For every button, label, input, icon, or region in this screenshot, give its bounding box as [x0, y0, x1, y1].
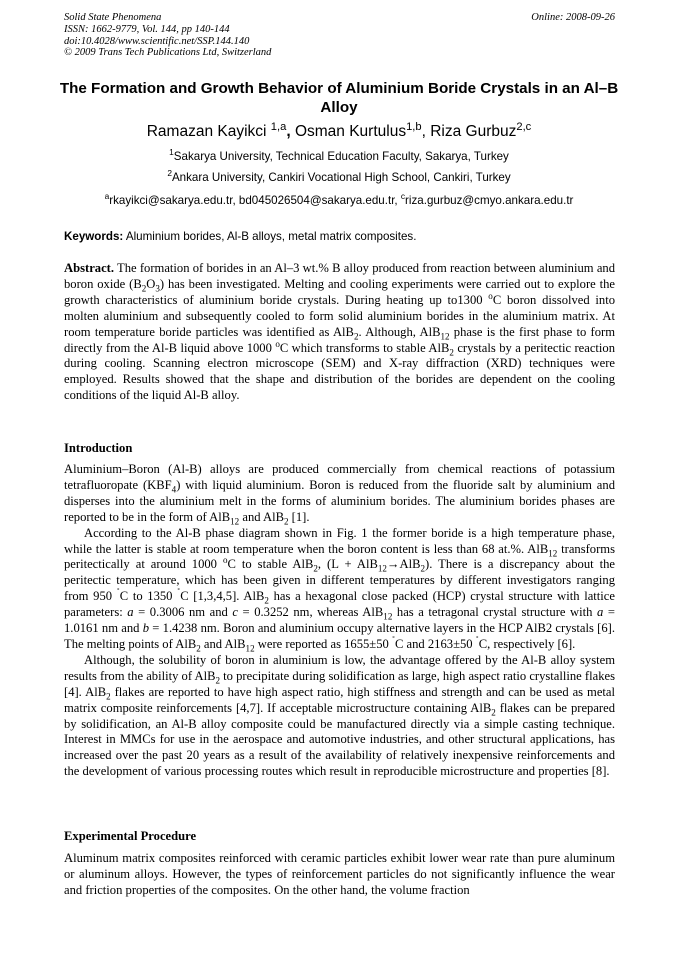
affiliation-2	[20, 170, 658, 185]
author-name: Osman Kurtulus	[294, 123, 407, 140]
affiliation-1	[20, 149, 658, 164]
keywords	[64, 229, 616, 244]
online-date: Online: 2008-09-26	[531, 12, 615, 23]
paper-title: The Formation and Growth Behavior of Aluminium Boride Crystals in an Al–B Alloy	[59, 80, 619, 116]
affiliation-mark: 2	[167, 168, 172, 179]
copyright-line: © 2009 Trans Tech Publications Ltd, Switzerland	[64, 47, 272, 59]
email-mark: c	[400, 191, 406, 202]
paragraph: Aluminum matrix composites reinforced with ceramic particles exhibit lower wear rate than pure aluminum or aluminum alloys. However, the types of reinforcement particles do not significantly influence the wear and friction properties of the composites. On the other hand, the volume fraction	[64, 851, 615, 897]
author-emails	[20, 193, 658, 208]
journal-name: Solid State Phenomena	[64, 12, 162, 23]
paragraph: Aluminium–Boron (Al-B) alloys are produced commercially from chemical reactions of potassium tetrafluorорate $(KBF_4)$ with liquid aluminium. Boron is reduced from the fluoride salt by aluminium and disperses into the aluminium melt in the forms of aluminium borides. The aluminium borides phases are reported to be in the form of AlB$_{12}$ and AlB$_2$ [1].	[64, 462, 615, 527]
abstract: Abstract. The formation of borides in an Al–3 wt.% B alloy produced from reaction between aluminium and boron oxide $(B_2O_3)$ has been investigated. Melting and cooling experiments were carried out to explore the growth characteristics of aluminium boride crystals. During heating up to1300 $^o$C boron dissolved into molten aluminium and subsequently cooled to form solid aluminium borides in the aluminium matrix. At room temperature boride particles was identified as AlB$_2$. Although, AlB$_{12}$ phase is the first phase to form directly from the Al-B liquid above 1000 $^o$C which transforms to stable AlB$_2$ crystals by a peritectic reaction during cooling. Scanning electron microscope (SEM) and X-ray diffraction (XRD) techniques were employed. Results showed that the shape and distribution of the borides are dependent on the cooling conditions of the liquid Al-B alloy.	[64, 261, 616, 403]
doi-line[interactable]: doi:10.4028/www.scientific.net/SSP.144.140	[64, 35, 250, 47]
author-affiliation-mark: 1,a	[270, 120, 287, 133]
issn-line: ISSN: 1662-9779, Vol. 144, pp 140-144	[64, 23, 230, 35]
email-text[interactable]: riza.gurbuz@cmyo.ankara.edu.tr	[405, 194, 574, 207]
email-mark: a	[104, 191, 110, 202]
section-heading-experimental: Experimental Procedure	[64, 829, 197, 843]
email-text[interactable]: rkayikci@sakarya.edu.tr, bd045026504@sakarya.edu.tr,	[109, 194, 401, 207]
introduction-body	[64, 462, 615, 780]
journal-header	[64, 12, 271, 59]
experimental-body	[64, 851, 615, 899]
author-affiliation-mark: 2,c	[516, 120, 532, 133]
author-affiliation-mark: 1,b	[406, 120, 422, 133]
paragraph: Although, the solubility of boron in aluminium is low, the advantage offered by the Al-B alloy system results from the ability of AlB$_2$ to precipitate during solidification as large, high aspect ratio crystalline flakes [4]. AlB$_2$ flakes are reported to have high aspect ratio, high stiffness and strength and can be used as metal matrix composite reinforcements [4,7]. If acceptable microstructure containing AlB$_2$ flakes can be prepared by solidification, an Al-B alloy composite could be manufactured directly via a simple casting technique. Interest in MMCs for use in the aerospace and automotive industries, and other structural applications, has increased over the past 20 years as a result of the availability of relatively inexpensive reinforcements and the development of various processing routes which result in reproducible microstructure and properties [8].	[64, 652, 616, 779]
keywords-label: Keywords:	[64, 230, 124, 243]
keywords-text: Aluminium borides, Al-B alloys, metal matrix composites.	[123, 230, 417, 243]
author-list: Ramazan Kayikci $^{1,a}$, Osman Kurtulus$^{1,b}$, Riza Gurbuz$^{2,c}$	[146, 120, 532, 140]
affiliation-mark: 1	[169, 147, 174, 158]
affiliation-text: Sakarya University, Technical Education Faculty, Sakarya, Turkey	[173, 150, 509, 163]
affiliation-text: Ankara University, Cankiri Vocational High School, Cankiri, Turkey	[171, 171, 511, 184]
author-name: Ramazan Kayikci	[146, 123, 267, 140]
section-heading-introduction: Introduction	[64, 441, 133, 455]
paragraph: According to the Al-B phase diagram shown in Fig. 1 the former boride is a high temperature phase, while the latter is stable at room temperature when the boron content is less than 68 at.%. AlB$_{12}$ transforms peritectically at around 1000 $^o$C to stable AlB$_2$, (L + AlB$_{12}$→AlB$_2$). There is a discrepancy about the peritectic temperature, which has been given in different temperatures by different investigators ranging from 950 ˚C to 1350 ˚C [1,3,4,5]. AlB$_2$ has a hexagonal close packed (HCP) crystal structure with lattice parameters: a = 0.3006 nm and c = 0.3252 nm, whereas AlB$_{12}$ has a tetragonal crystal structure with a = 1.0161 nm and b = 1.4238 nm. Boron and aluminium occupy alternative layers in the HCP AlB2 crystals [6]. The melting points of AlB$_2$ and AlB$_{12}$ were reported as 1655±50 ˚C and 2163±50 ˚C, respectively [6].	[64, 525, 615, 654]
author-name: Riza Gurbuz	[430, 123, 517, 140]
abstract-label: Abstract.	[64, 261, 115, 275]
